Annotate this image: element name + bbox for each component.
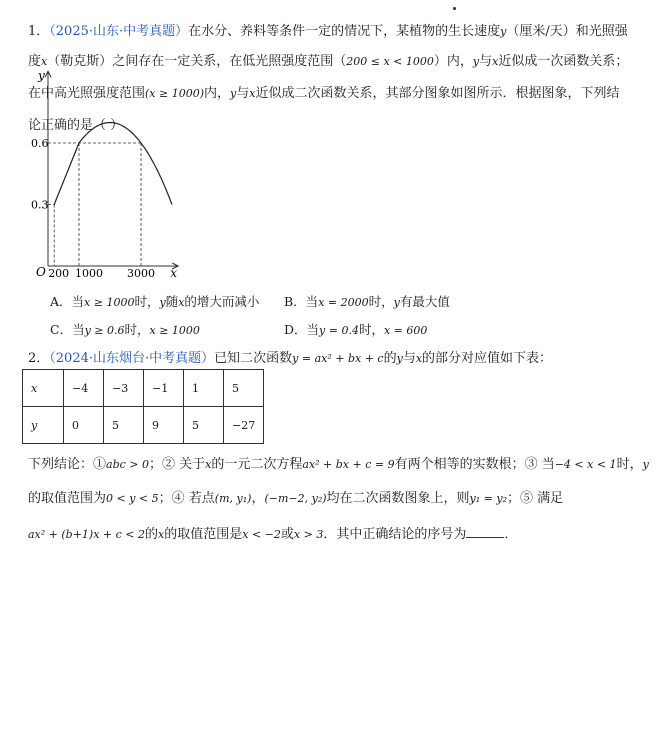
q2-c2: ax² + bx + c = 9: [302, 458, 395, 471]
q2-c-text-l: 的取值范围是: [164, 527, 243, 542]
option-a: [50, 292, 259, 310]
option-a-var-2: x: [178, 296, 185, 309]
q2-c-text-m: 或: [280, 527, 294, 542]
option-d-label: D．当: [284, 322, 320, 337]
q2-c-text-b: ；② 关于: [148, 457, 206, 472]
q2-number: 2．: [28, 351, 50, 366]
q1-unit: （厘米/天）和光照强: [506, 24, 628, 39]
q2-c4c: y₁ = y₂: [469, 492, 508, 505]
q2-intro-c: 与: [402, 351, 416, 366]
q2-c-text-f: 的取值范围为: [28, 491, 107, 506]
q1-range-low: 200 ≤ x < 1000: [346, 55, 434, 68]
table-cell: 5: [224, 370, 264, 407]
option-b-label: B．当: [284, 294, 319, 309]
option-a-math: x ≥ 1000: [84, 296, 135, 309]
q2-var-y: y: [396, 352, 403, 365]
q1-source: （2025·山东·中考真题）: [49, 24, 189, 39]
q2-source: （2024·山东烟台·中考真题）: [49, 351, 215, 366]
x-tick-label: 1000: [75, 267, 103, 280]
q2-c3: −4 < x < 1: [554, 458, 617, 471]
q2-c-text-j: ；⑤ 满足: [507, 491, 564, 506]
origin-label: O: [36, 265, 46, 279]
option-d: [284, 320, 427, 338]
quadratic-segment: [79, 123, 172, 205]
table-cell: 1: [184, 370, 224, 407]
q2-var-x: x: [415, 352, 423, 365]
q1-text-c: （勒克斯）之间存在一定关系，在低光照强度范围（: [47, 54, 347, 69]
y-tick-label: 0.6: [31, 137, 49, 150]
table-cell: −4: [64, 370, 104, 407]
q1-text-i: 与: [236, 86, 250, 101]
table-cell: y: [23, 407, 64, 444]
table-cell: −3: [104, 370, 144, 407]
q2-c-text-d: 有两个相等的实数根；③ 当: [394, 457, 555, 472]
q2-c5b: x < −2: [242, 528, 281, 541]
x-tick-label: 200: [48, 267, 70, 280]
q2-c-text-e: 时，: [616, 457, 643, 472]
q2-c-text-c: 的一元二次方程: [211, 457, 303, 472]
q1-text-j: 近似成二次函数关系，其部分图象如图所示．根据图象，下列结: [255, 86, 620, 101]
value-table: [22, 369, 264, 444]
table-cell: 5: [184, 407, 224, 444]
table-cell: 5: [104, 407, 144, 444]
q2-c-text-h: ，: [251, 491, 265, 506]
table-cell: 9: [144, 407, 184, 444]
q2-c-text-n: ．其中正确结论的序号为: [323, 527, 467, 542]
q2-c-text-k: 的: [145, 527, 159, 542]
q1-var-y-2: y: [472, 55, 480, 68]
answer-blank[interactable]: [466, 525, 504, 538]
q2-c-var-x-2: x: [158, 528, 165, 541]
option-d-math: y = 0.4: [319, 324, 359, 337]
q2-conclusions-line-2: [28, 487, 563, 506]
table-cell: −1: [144, 370, 184, 407]
q2-intro-b: 的: [383, 351, 397, 366]
q1-line-1: [28, 20, 628, 39]
y-tick-label: 0.3: [31, 198, 49, 212]
option-c-label: C．当: [50, 322, 85, 337]
q2-c5c: x > 3: [293, 528, 324, 541]
q2-func: y = ax² + bx + c: [292, 352, 384, 365]
option-d-math-2: x = 600: [383, 324, 428, 337]
q2-c-text-g: ；④ 若点: [158, 491, 215, 506]
q2-c-var-y: y: [642, 458, 649, 471]
q2-c4a: (m, y₁): [214, 492, 252, 505]
q2-c-text-end: ．: [504, 527, 518, 542]
table-cell: x: [23, 370, 64, 407]
q2-c-text-a: 下列结论：①: [28, 457, 107, 472]
q2-conclusions-line-3: [28, 523, 517, 542]
x-axis-label: x: [170, 266, 177, 280]
option-b-var-1: y: [393, 296, 400, 309]
option-a-text-c: 的增大而减小: [184, 294, 260, 309]
q1-range-high: (x ≥ 1000): [145, 87, 205, 100]
q1-var-y-3: y: [230, 87, 237, 100]
option-c-math-2: x ≥ 1000: [149, 324, 200, 337]
q1-text-g: 在中高光照强度范围: [28, 86, 146, 101]
x-tick-label: 3000: [127, 267, 155, 280]
option-d-text-a: 时，: [358, 322, 384, 337]
q2-line-1: [28, 347, 552, 366]
q1-line-4: 论正确的是（ ）: [28, 118, 124, 133]
table-row-y: [23, 407, 264, 444]
q1-text-d: ）内，: [433, 54, 473, 69]
option-a-text-b: 随: [165, 294, 179, 309]
q2-c4b: (−m−2, y₂): [264, 492, 327, 505]
q1-number: 1．: [28, 24, 50, 39]
option-c-math: y ≥ 0.6: [84, 324, 125, 337]
q2-intro-a: 已知二次函数: [214, 351, 293, 366]
option-a-label: A．当: [50, 294, 85, 309]
q2-intro-d: 的部分对应值如下表：: [422, 351, 553, 366]
q1-text-e: 与: [479, 54, 493, 69]
option-a-var-1: y: [159, 296, 166, 309]
linear-segment: [54, 143, 79, 205]
q2-c5: ax² + (b+1)x + c < 2: [28, 528, 146, 541]
q1-line-3: [28, 82, 620, 101]
y-axis-label: y: [38, 68, 45, 83]
q1-text-b: 度: [28, 54, 42, 69]
option-b-text-a: 时，: [368, 294, 394, 309]
q1-text-a: 在水分、养料等条件一定的情况下，某植物的生长速度: [188, 24, 501, 39]
q2-c-var-x: x: [205, 458, 212, 471]
q1-line-2: [28, 50, 628, 69]
option-b-text-b: 有最大值: [399, 294, 450, 309]
q1-var-x-2: x: [492, 55, 499, 68]
option-a-text-a: 时，: [134, 294, 160, 309]
q2-c1: abc > 0: [106, 458, 149, 471]
q1-var-x-3: x: [249, 87, 256, 100]
q2-conclusions-line-1: [28, 453, 649, 472]
q1-text-f: 近似成一次函数关系；: [498, 54, 629, 69]
q1-text-h: 内，: [204, 86, 231, 101]
q1-var-y: y: [500, 25, 507, 38]
q2-c3b: 0 < y < 5: [106, 492, 159, 505]
table-cell: 0: [64, 407, 104, 444]
option-c-text-a: 时，: [124, 322, 150, 337]
table-cell: −27: [224, 407, 264, 444]
q1-var-x: x: [41, 55, 48, 68]
q2-c-text-i: 均在二次函数图象上，则: [326, 491, 470, 506]
option-b: [284, 292, 450, 310]
table-row-x: [23, 370, 264, 407]
page-dot: [453, 7, 456, 10]
option-b-math: x = 2000: [318, 296, 369, 309]
option-c: [50, 320, 200, 338]
